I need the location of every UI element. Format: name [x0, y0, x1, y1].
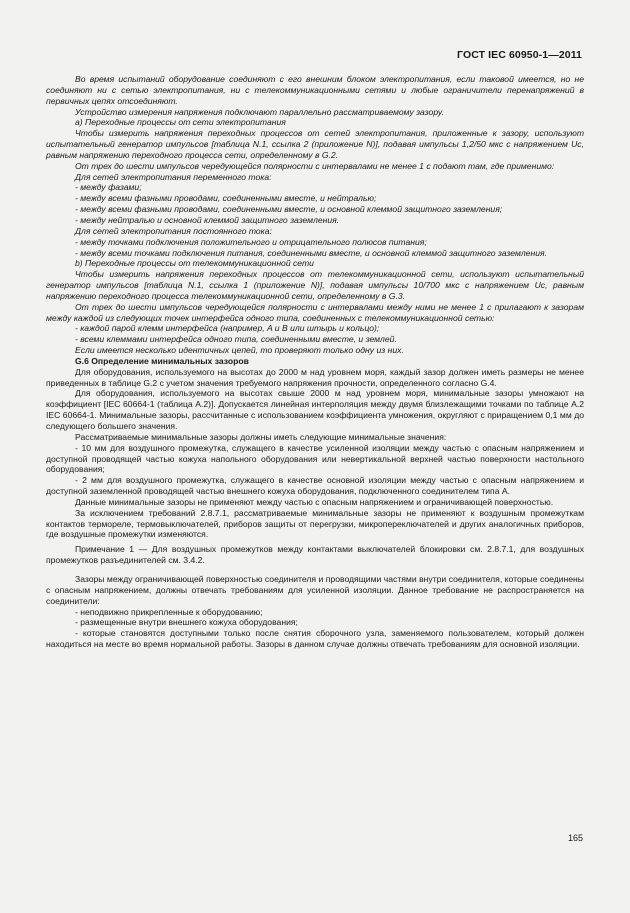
- body-paragraph: - неподвижно прикрепленные к оборудованию;: [75, 606, 263, 617]
- body-paragraph: Для сетей электропитания переменного тока:: [75, 171, 272, 182]
- body-paragraph: - всеми клеммами интерфейса одного типа, соединенными вместе, и землей.: [75, 334, 397, 345]
- body-paragraph: От трех до шести импульсов чередующейся полярности с интервалами между ними не менее 1 с прилагают к зазорам между каждой из следующих точек интерфейса одного типа, соединенных с телекоммуникационной сетью:: [46, 301, 584, 323]
- body-paragraph: - между фазами;: [75, 182, 142, 193]
- body-paragraph: Во время испытаний оборудование соединяют с его внешним блоком электропитания, если таковой имеется, но не соединяют ни с сетью электропитания, ни с телекоммуникационными сетями и любые ограничители перенапряжений в первичных цепях отсоединяют.: [46, 74, 584, 106]
- body-paragraph: - 2 мм для воздушного промежутка, служащего в качестве основной изоляции между частью с опасным напряжением и доступной заземленной проводящей частью внешнего кожуха оборудования, подключенного соединителем типа A.: [46, 475, 584, 497]
- body-paragraph: b) Переходные процессы от телекоммуникационной сети: [75, 258, 314, 269]
- document-body: [46, 74, 584, 650]
- body-paragraph: - 10 мм для воздушного промежутка, служащего в качестве усиленной изоляции между частью с опасным напряжением и доступной проводящей частью кожуха напольного оборудования или невертикальной верхней частью поверхности настольного оборудования;: [46, 442, 584, 475]
- body-paragraph: Зазоры между ограничивающей поверхностью соединителя и проводящими частями внутри соединителя, которые соединены с опасным напряжением, должны отвечать требованиям для усиленной изоляции. Данное требование не распространяется на соединители:: [46, 573, 584, 606]
- body-paragraph: Чтобы измерить напряжения переходных процессов от сетей электропитания, приложенные к зазору, используют испытательный генератор импульсов [таблица N.1, ссылка 2 (приложение N)], подавая импульсы 1,2/50 мкс с напряжением Uc, равным напряжению переходного процесса сети, определенному в G.2.: [46, 128, 584, 160]
- body-paragraph: От трех до шести импульсов чередующейся полярности с интервалами не менее 1 с подают там, где применимо:: [75, 160, 555, 171]
- body-paragraph: а) Переходные процессы от сети электропитания: [75, 117, 286, 128]
- body-paragraph: Чтобы измерить напряжения переходных процессов от телекоммуникационной сети, используют испытательный генератор импульсов [таблица N.1, ссылка 1 (приложение N)], подавая импульсы 10/700 мкс с напряжением Uc, равным напряжению переходного процесса телекоммуникационной сети, определенному в G.3.: [46, 269, 584, 301]
- body-paragraph: - каждой парой клемм интерфейса (например, A и B или штырь и кольцо);: [75, 323, 380, 334]
- body-paragraph: Для оборудования, используемого на высотах свыше 2000 м над уровнем моря, минимальные зазоры умножают на коэффициент [IEC 60664-1 (таблица A.2)]. Допускается линейная интерполяция между двумя близлежащими точками по таблице A.2 IEC 60664-1. Минимальные зазоры, рассчитанные с использованием коэффициента умножения, округляют с приращением 0,1 мм до следующего большего значения.: [46, 388, 584, 431]
- body-paragraph: Если имеется несколько идентичных цепей, то проверяют только одну из них.: [75, 345, 404, 356]
- body-paragraph: Устройство измерения напряжения подключают параллельно рассматриваемому зазору.: [75, 106, 444, 117]
- body-paragraph: - между всеми точками подключения питания, соединенными вместе, и основной клеммой защитного заземления.: [75, 247, 547, 258]
- body-paragraph: Для сетей электропитания постоянного тока:: [75, 225, 272, 236]
- page-number: 165: [567, 833, 583, 843]
- body-paragraph: - которые становятся доступными только после снятия сборочного узла, заменяемого пользователем, который должен находиться на месте во время нормальной работы. Зазоры в данном случае должны отвечать требованиям для основной изоляции.: [46, 628, 584, 650]
- body-paragraph: За исключением требований 2.8.7.1, рассматриваемые минимальные зазоры не применяют к воздушным промежуткам контактов терморелe, термовыключателей, приборов защиты от перегрузки, микропереключателей и других аналогичных приборов, где воздушные промежутки изменяются.: [46, 507, 584, 540]
- section-heading: G.6 Определение минимальных зазоров: [75, 355, 249, 366]
- body-paragraph: - между точками подключения положительного и отрицательного полюсов питания;: [75, 236, 427, 247]
- body-paragraph: Рассматриваемые минимальные зазоры должны иметь следующие минимальные значения:: [75, 431, 447, 442]
- standard-header: ГОСТ IEC 60950-1—2011: [457, 49, 582, 61]
- body-paragraph: - между всеми фазными проводами, соединенными вместе, и основной клеммой защитного заземления;: [75, 204, 503, 215]
- body-paragraph: Для оборудования, используемого на высотах до 2000 м над уровнем моря, каждый зазор должен иметь размеры не менее приведенных в таблице G.2 с учетом значения требуемого напряжения прочности, определенного согласно G.4.: [46, 366, 584, 388]
- body-paragraph: - размещенные внутри внешнего кожуха оборудования;: [75, 617, 298, 628]
- note-paragraph: Примечание 1 — Для воздушных промежутков между контактами выключателей блокировки см. 2.8.7.1, для воздушных промежутков разъединителей см. 3.4.2.: [46, 544, 584, 566]
- body-paragraph: - между нейтралью и основной клеммой защитного заземления.: [75, 214, 340, 225]
- body-paragraph: - между всеми фазными проводами, соединенными вместе, и нейтралью;: [75, 193, 377, 204]
- body-paragraph: Данные минимальные зазоры не применяют между частью с опасным напряжением и ограничивающей поверхностью.: [75, 496, 554, 507]
